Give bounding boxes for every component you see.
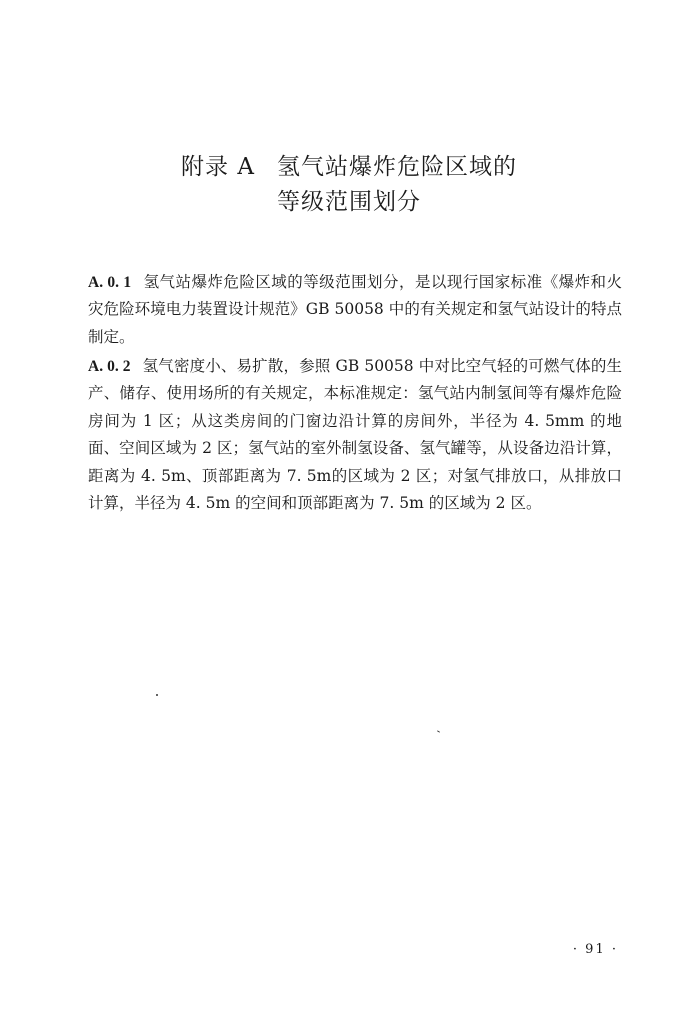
appendix-title-text-2: 等级范围划分 (277, 189, 421, 215)
appendix-label: 附录 A (181, 154, 255, 180)
scan-speck (156, 694, 158, 696)
clause-text: 氢气密度小、易扩散，参照 GB 50058 中对比空气轻的可燃气体的生产、储存、使用场所的有关规定，本标准规定：氢气站内制氢间等有爆炸危险房间为 1 区；从这类房间的门窗边沿计算的房间外，半径为 4. 5mm 的地面、空间区域为 2 区；氢气站的室外制氢设备、氢气罐等，从设备边沿计算，距离为 4. 5m、顶部距离为 7. 5m的区域为 2 区；对氢气排放口，从排放口计算，半径为 4. 5m 的空间和顶部距离为 7. 5m 的区域为 2 区。 (88, 357, 622, 513)
appendix-title-line-2 (0, 183, 698, 216)
clause-number: A. 0. 2 (88, 358, 131, 375)
clause-a-0-1 (88, 269, 622, 351)
page-number: · 91 · (572, 942, 618, 957)
clause-text: 氢气站爆炸危险区域的等级范围划分，是以现行国家标准《爆炸和火灾危险环境电力装置设计规范》GB 50058 中的有关规定和氢气站设计的特点制定。 (88, 273, 622, 346)
clause-number: A. 0. 1 (88, 274, 132, 291)
scan-speck (437, 730, 440, 732)
clause-a-0-2 (88, 353, 622, 517)
appendix-title-line-1 (0, 148, 698, 181)
appendix-title-text-1: 氢气站爆炸危险区域的 (276, 154, 517, 180)
